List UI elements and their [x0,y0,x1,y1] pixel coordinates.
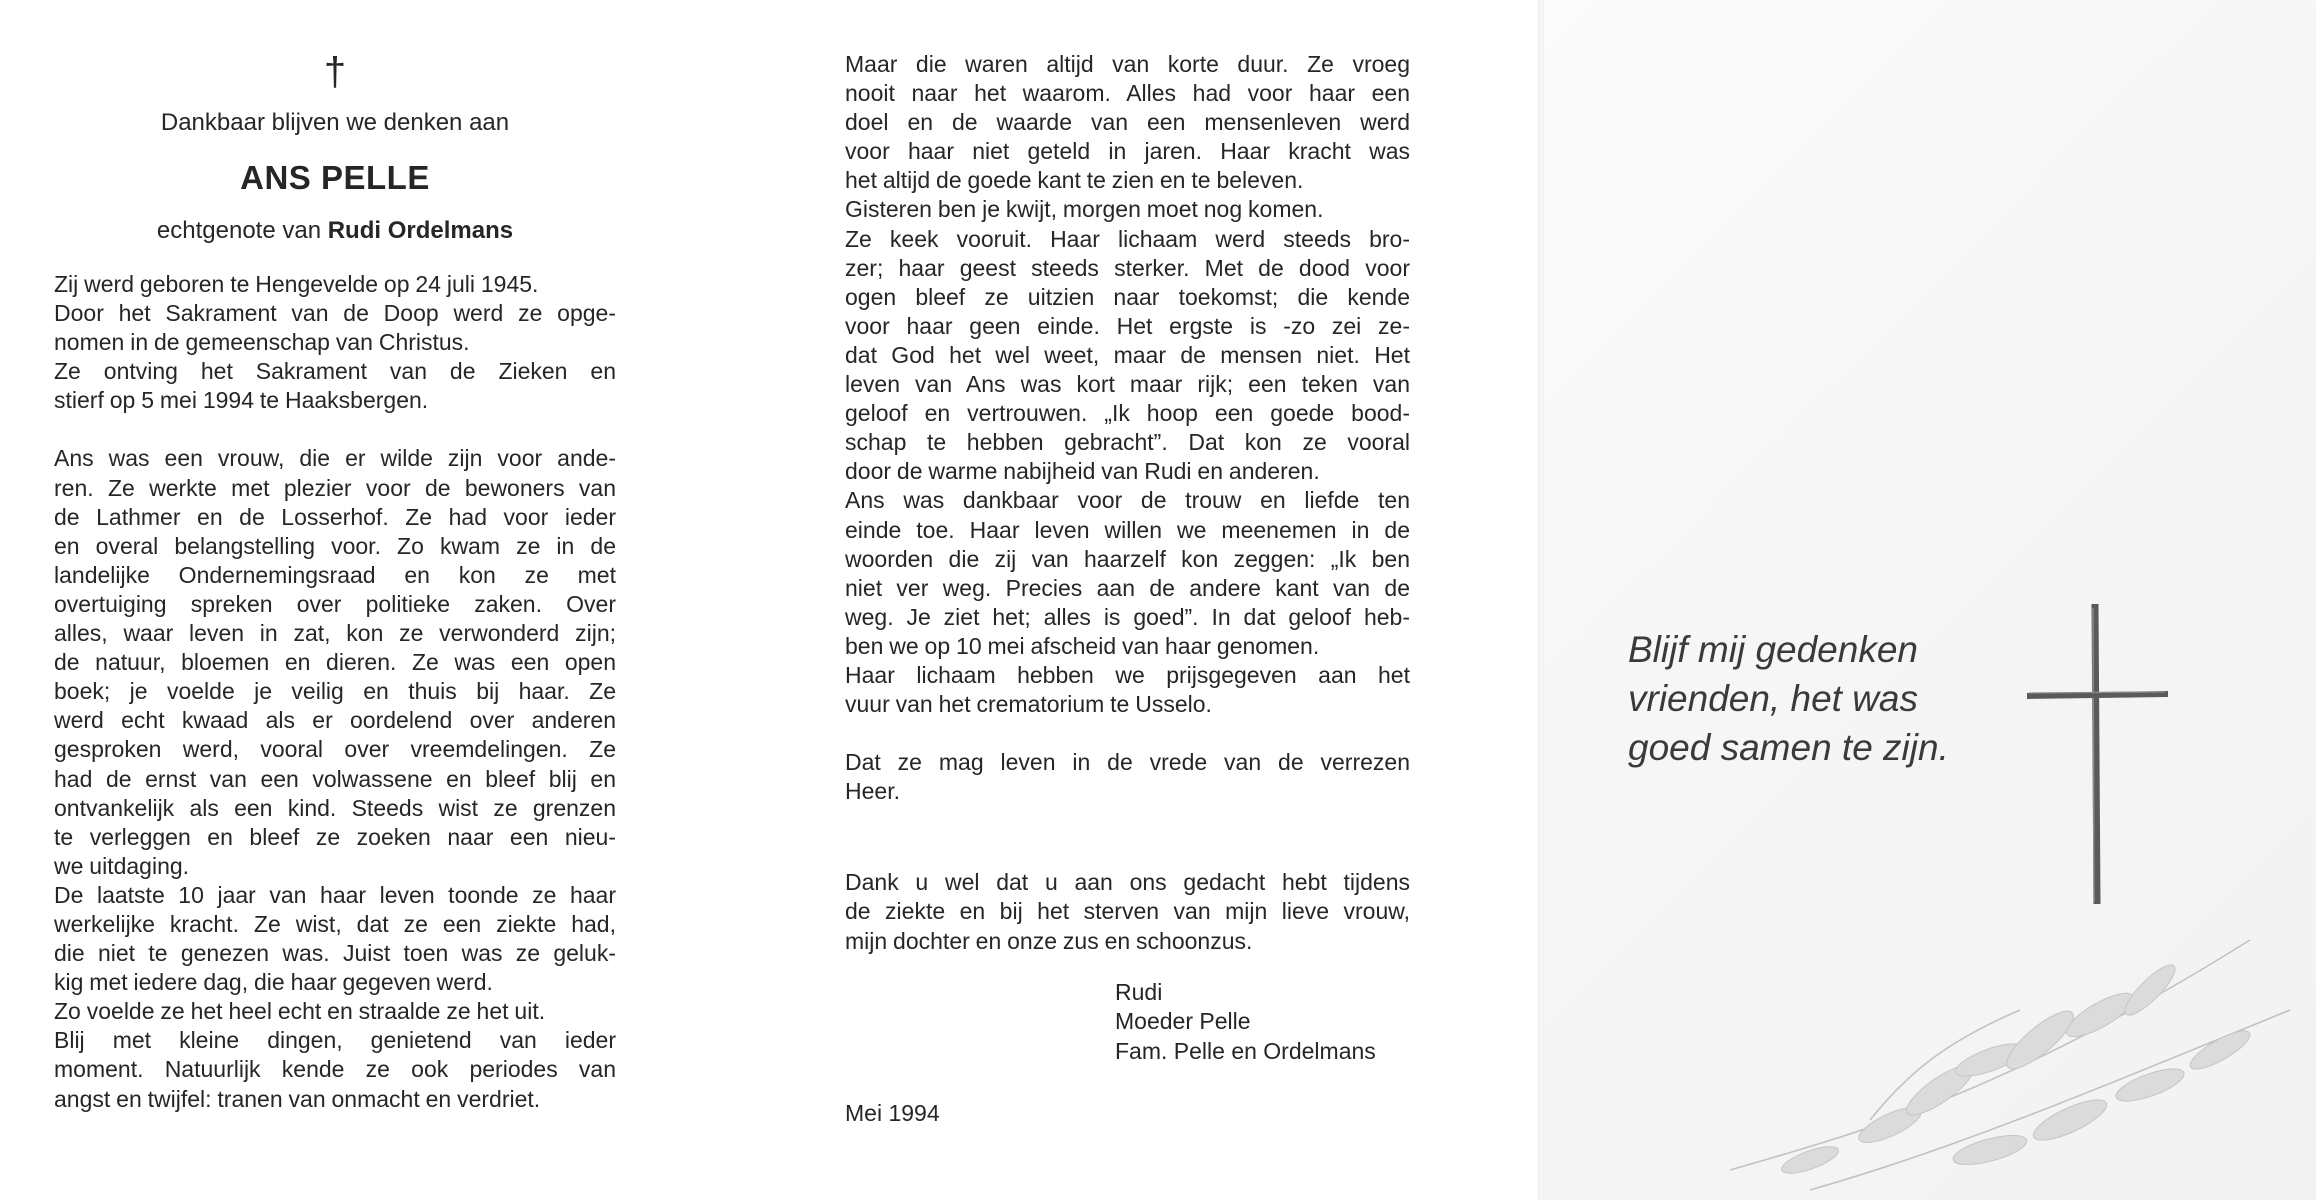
intro-line: Dankbaar blijven we denken aan [160,109,510,136]
date-line: Mei 1994 [845,1100,940,1127]
signer-name: Fam. Pelle en Ordelmans [1115,1037,1376,1064]
text-line: en overal belangstelling voor. Zo kwam ze in de [54,532,616,559]
text-line: dat God het wel weet, maar de mensen niet. Het [845,341,1410,368]
leaves-icon [1690,920,2310,1200]
text-line: de Lathmer en de Losserhof. Ze had voor ieder [54,503,616,530]
biography-paragraph-1 [54,270,616,415]
text-line: landelijke Ondernemingsraad en kon ze met [54,561,616,588]
text-line: het altijd de goede kant te zien en te beleven. [845,167,1304,194]
biography-paragraph-2 [54,444,616,1113]
text-line: die niet te genezen was. Juist toen was ze geluk- [54,940,616,967]
left-column [54,50,616,1114]
text-line: vuur van het crematorium te Usselo. [845,691,1212,718]
text-line: moment. Natuurlijk kende ze ook periodes van [54,1056,616,1083]
text-line: de ziekte en bij het sterven van mijn lieve vrouw, [845,898,1410,925]
text-line: gesproken werd, vooral over vreemdelingen. Ze [54,736,616,763]
text-line: doel en de waarde van een mensenleven werd [845,109,1410,136]
text-line: boek; je voelde je veilig en thuis bij haar. Ze [54,678,616,705]
text-line: einde toe. Haar leven willen we meenemen in de [845,516,1410,543]
text-line: Ze keek vooruit. Haar lichaam werd steeds bro- [845,225,1410,252]
text-line: de natuur, bloemen en dieren. Ze was een open [54,649,616,676]
quote-line: vrienden, het was [1628,678,1919,719]
text-line: niet ver weg. Precies aan de andere kant van de [845,574,1410,601]
spouse-line [54,216,616,246]
deceased-name: ANS PELLE [240,159,430,196]
signer-name: Rudi [1115,978,1163,1005]
text-line: Ans was dankbaar voor de trouw en liefde ten [845,487,1410,514]
text-line: Haar lichaam hebben we prijsgegeven aan het [845,661,1410,688]
middle-paragraph-1 [845,50,1410,719]
spouse-name: Rudi Ordelmans [327,217,514,244]
text-line: Heer. [845,778,900,805]
signer-name: Moeder Pelle [1115,1008,1251,1035]
text-line: alles, waar leven in zat, kon ze verwonderd zijn; [54,620,616,647]
text-line: overtuiging spreken over politieke zaken. Over [54,590,616,617]
quote-line: goed samen te zijn. [1628,727,1949,768]
text-line: door de warme nabijheid van Rudi en anderen. [845,458,1320,485]
cross-symbol: † [323,50,347,94]
text-line: kig met iedere dag, die haar gegeven werd. [54,969,493,996]
text-line: zer; haar geest steeds sterker. Met de dood voor [845,254,1410,281]
text-line: geloof en vertrouwen. „Ik hoop een goede bood- [845,400,1410,427]
text-line: nomen in de gemeenschap van Christus. [54,329,470,356]
text-line: stierf op 5 mei 1994 te Haaksbergen. [54,387,429,414]
middle-paragraph-2 [845,748,1410,806]
text-line: werd echt kwaad als er oordelend over anderen [54,707,616,734]
text-line: Maar die waren altijd van korte duur. Ze vroeg [845,51,1410,77]
text-line: weg. Je ziet het; alles is goed”. In dat geloof heb- [845,603,1410,630]
text-line: woorden die zij van haarzelf kon zeggen: „Ik ben [845,545,1410,572]
text-line: Door het Sakrament van de Doop werd ze opge- [54,300,616,327]
memorial-quote [1628,625,2008,772]
text-line: te verleggen en bleef ze zoeken naar een nieu- [54,823,616,850]
text-line: Zo voelde ze het heel echt en straalde ze het uit. [54,998,546,1025]
text-line: ontvankelijk als een kind. Steeds wist ze grenzen [54,794,616,821]
text-line: mijn dochter en onze zus en schoonzus. [845,927,1253,954]
text-line: ogen bleef ze uitzien naar toekomst; die kende [845,283,1410,310]
text-line: ben we op 10 mei afscheid van haar genomen. [845,632,1320,659]
text-line: nooit naar het waarom. Alles had voor haar een [845,80,1410,107]
text-line: Ze ontving het Sakrament van de Zieken en [54,358,616,385]
text-line: leven van Ans was kort maar rijk; een teken van [845,371,1410,398]
text-line: voor haar geen einde. Het ergste is -zo zei ze- [845,312,1410,339]
text-line: ren. Ze werkte met plezier voor de bewoners van [54,474,616,501]
fold-line [1538,0,1544,1200]
text-line: angst en twijfel: tranen van onmacht en verdriet. [54,1085,541,1112]
text-line: Gisteren ben je kwijt, morgen moet nog komen. [845,196,1324,223]
text-line: we uitdaging. [54,852,190,879]
text-line: voor haar niet geteld in jaren. Haar kracht was [845,138,1410,165]
text-line: Dat ze mag leven in de vrede van de verrezen [845,749,1410,776]
text-line: werkelijke kracht. Ze wist, dat ze een ziekte had, [54,910,616,937]
cross-icon [2025,604,2170,904]
thank-you-paragraph [845,868,1410,955]
spouse-prefix: echtgenote van [156,217,322,244]
text-line: schap te hebben gebracht”. Dat kon ze vooral [845,429,1410,456]
quote-line: Blijf mij gedenken [1628,629,1918,670]
text-line: Zij werd geboren te Hengevelde op 24 juli 1945. [54,271,539,297]
middle-column [845,50,1410,1128]
text-line: Blij met kleine dingen, genietend van ieder [54,1027,616,1054]
signers-block [1115,978,1410,1067]
text-line: De laatste 10 jaar van haar leven toonde ze haar [54,881,616,908]
text-line: Ans was een vrouw, die er wilde zijn voor ande- [54,445,616,472]
text-line: Dank u wel dat u aan ons gedacht hebt tijdens [845,869,1410,896]
text-line: had de ernst van een volwassene en bleef blij en [54,765,616,792]
